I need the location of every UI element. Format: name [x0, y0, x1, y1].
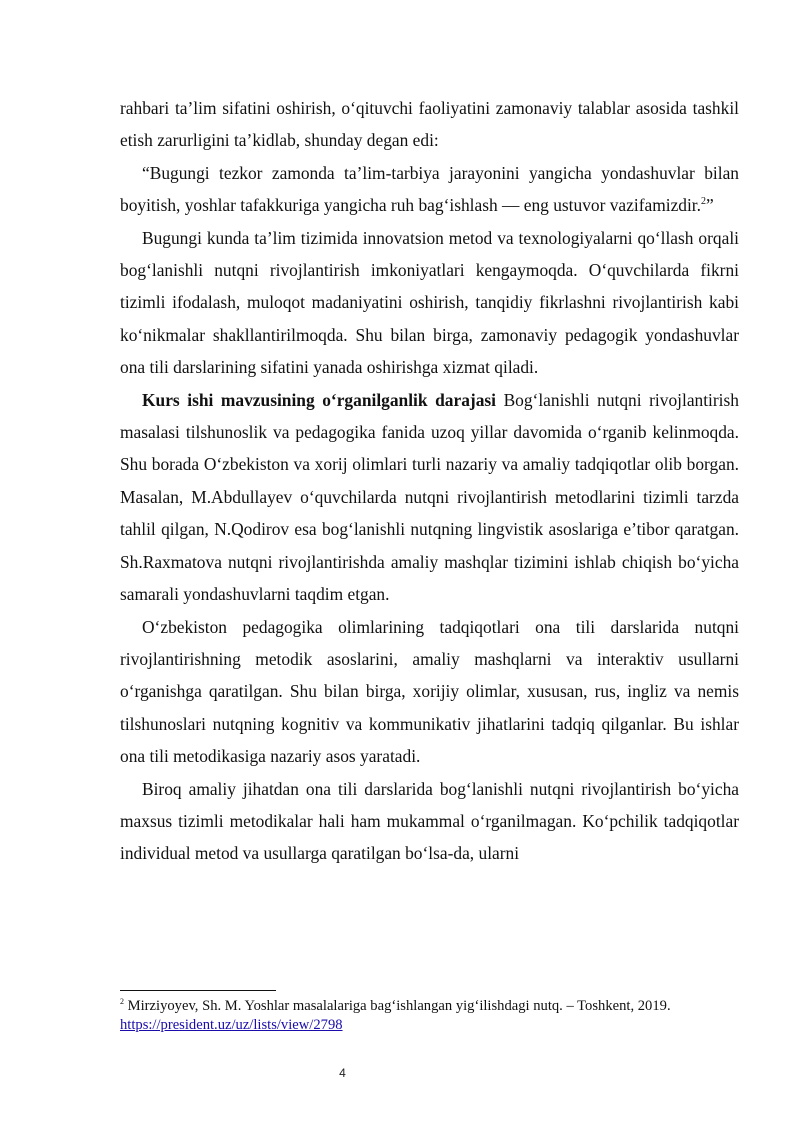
- paragraph: [120, 222, 739, 384]
- paragraph: [120, 773, 739, 870]
- paragraph-text: Bog‘lanishli nutqni rivojlantirish masalasi tilshunoslik va pedagogika fanida uzoq yillar davomida o‘rganib kelinmoqda. Shu borada O‘zbekiston va xorij olimlari turli nazariy va amaliy tadqiqotlar olib borgan. Masalan, M.Abdullayev o‘quvchilarda nutqni rivojlantirish metodlarini tizimli tarzda tahlil qilgan, N.Qodirov esa bog‘lanishli nutqning lingvistik asoslariga e’tibor qaratgan. Sh.Raxmatova nutqni rivojlantirishda amaliy mashqlar tizimini ishlab chiqish bo‘yicha samarali yondashuvlarni taqdim etgan.: [120, 389, 739, 605]
- footnote: [120, 997, 745, 1035]
- paragraph-study-level: [120, 384, 739, 611]
- quote-paragraph: [120, 157, 739, 222]
- paragraph-text: O‘zbekiston pedagogika olimlarining tadqiqotlari ona tili darslarida nutqni rivojlantirishning metodik asoslarini, amaliy mashqlarni va interaktiv usullarni o‘rganishga qaratilgan. Shu bilan birga, xorijiy olimlar, xususan, rus, ingliz va nemis tilshunoslari nutqning kognitiv va kommunikativ jihatlarini tadqiq qilganlar. Bu ishlar ona tili metodikasiga nazariy asos yaratadi.: [120, 616, 739, 767]
- quote-text: “Bugungi tezkor zamonda ta’lim-tarbiya jarayonini yangicha yondashuvlar bilan boyitish, yoshlar tafakkuriga yangicha ruh bag‘ishlash — eng ustuvor vazifamizdir.: [120, 162, 739, 216]
- paragraph-text: Bugungi kunda ta’lim tizimida innovatsion metod va texnologiyalarni qo‘llash orqali bog‘lanishli nutqni rivojlantirish imkoniyatlari kengaymoqda. O‘quvchilarda fikrni tizimli ifodalash, muloqot madaniyatini oshirish, tanqidiy fikrlashni rivojlantirish kabi ko‘nikmalar shakllantirilmoqda. Shu bilan birga, zamonaviy pedagogik yondashuvlar ona tili darslarining sifatini yanada oshirishga xizmat qiladi.: [120, 227, 739, 378]
- quote-close: ”: [706, 195, 714, 216]
- footnote-text: Mirziyoyev, Sh. M. Yoshlar masalalariga bag‘ishlangan yig‘ilishdagi nutq. – Toshkent, 2019.: [124, 998, 671, 1014]
- footnote-reference[interactable]: 2: [701, 196, 706, 208]
- footnote-marker: 2: [120, 997, 124, 1007]
- paragraph-text: Biroq amaliy jihatdan ona tili darslarida bog‘lanishli nutqni rivojlantirish bo‘yicha maxsus tizimli metodikalar hali ham mukammal o‘rganilmagan. Ko‘pchilik tadqiqotlar individual metod va usullarga qaratilgan bo‘lsa-da, ularni: [120, 778, 739, 864]
- paragraph-continuation: [120, 92, 739, 157]
- paragraph-text: rahbari ta’lim sifatini oshirish, o‘qituvchi faoliyatini zamonaviy talablar asosida tashkil etish zarurligini ta’kidlab, shunday degan edi:: [120, 98, 739, 151]
- paragraph: [120, 611, 739, 773]
- body-text: [120, 92, 739, 870]
- footnote-link[interactable]: https://president.uz/uz/lists/view/2798: [120, 1017, 343, 1033]
- page-number: 4: [339, 1066, 346, 1080]
- bold-lead-heading: Kurs ishi mavzusining o‘rganilganlik darajasi: [142, 389, 496, 410]
- footnote-divider: [120, 990, 276, 991]
